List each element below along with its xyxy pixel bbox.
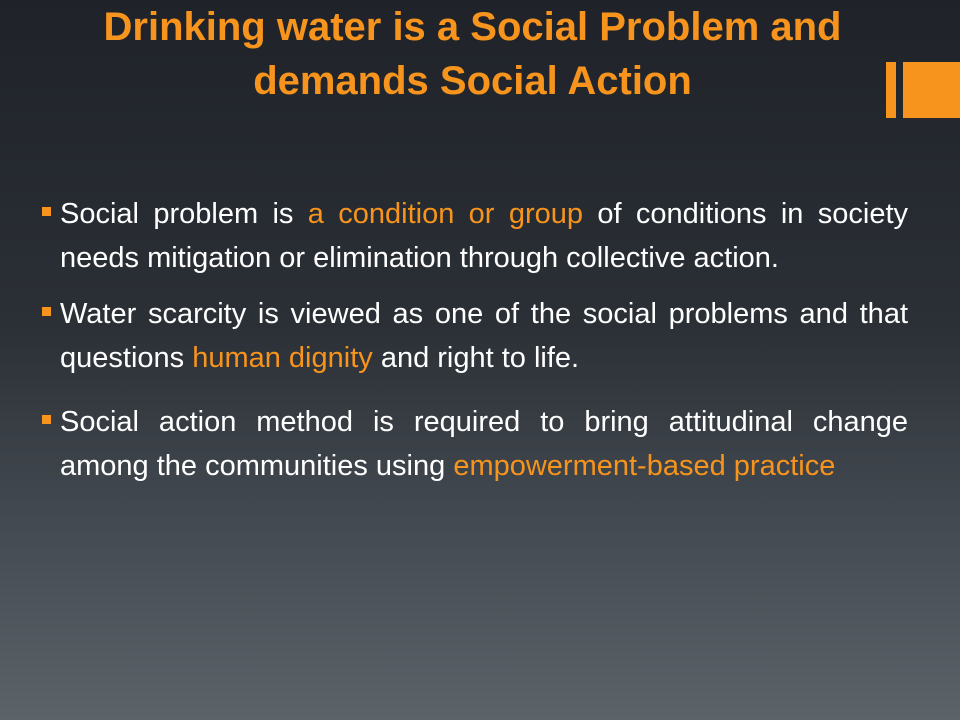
bullet-text: Social action method is required to bring attitudinal change among the communities using — [60, 406, 908, 482]
square-bullet-icon — [42, 415, 51, 424]
bullet-highlight: human dignity — [192, 342, 373, 374]
bullet-item — [40, 292, 908, 380]
bullet-text: Water scarcity is viewed as one of the social problems and that questions — [60, 298, 908, 374]
accent-block-decoration — [903, 62, 960, 118]
accent-bar-decoration — [886, 62, 896, 118]
bullet-list — [40, 192, 908, 488]
bullet-text: Social problem is — [60, 198, 308, 230]
bullet-highlight: a condition or group — [307, 198, 583, 230]
bullet-item — [40, 400, 908, 488]
slide-title: Drinking water is a Social Problem and demands Social Action — [103, 5, 842, 103]
square-bullet-icon — [42, 307, 51, 316]
bullet-text: and right to life. — [372, 342, 580, 374]
bullet-text: of conditions in society needs mitigation or elimination through collective action. — [60, 198, 909, 274]
bullet-item — [40, 192, 908, 280]
bullet-highlight: empowerment-based practice — [453, 450, 836, 482]
square-bullet-icon — [42, 207, 51, 216]
